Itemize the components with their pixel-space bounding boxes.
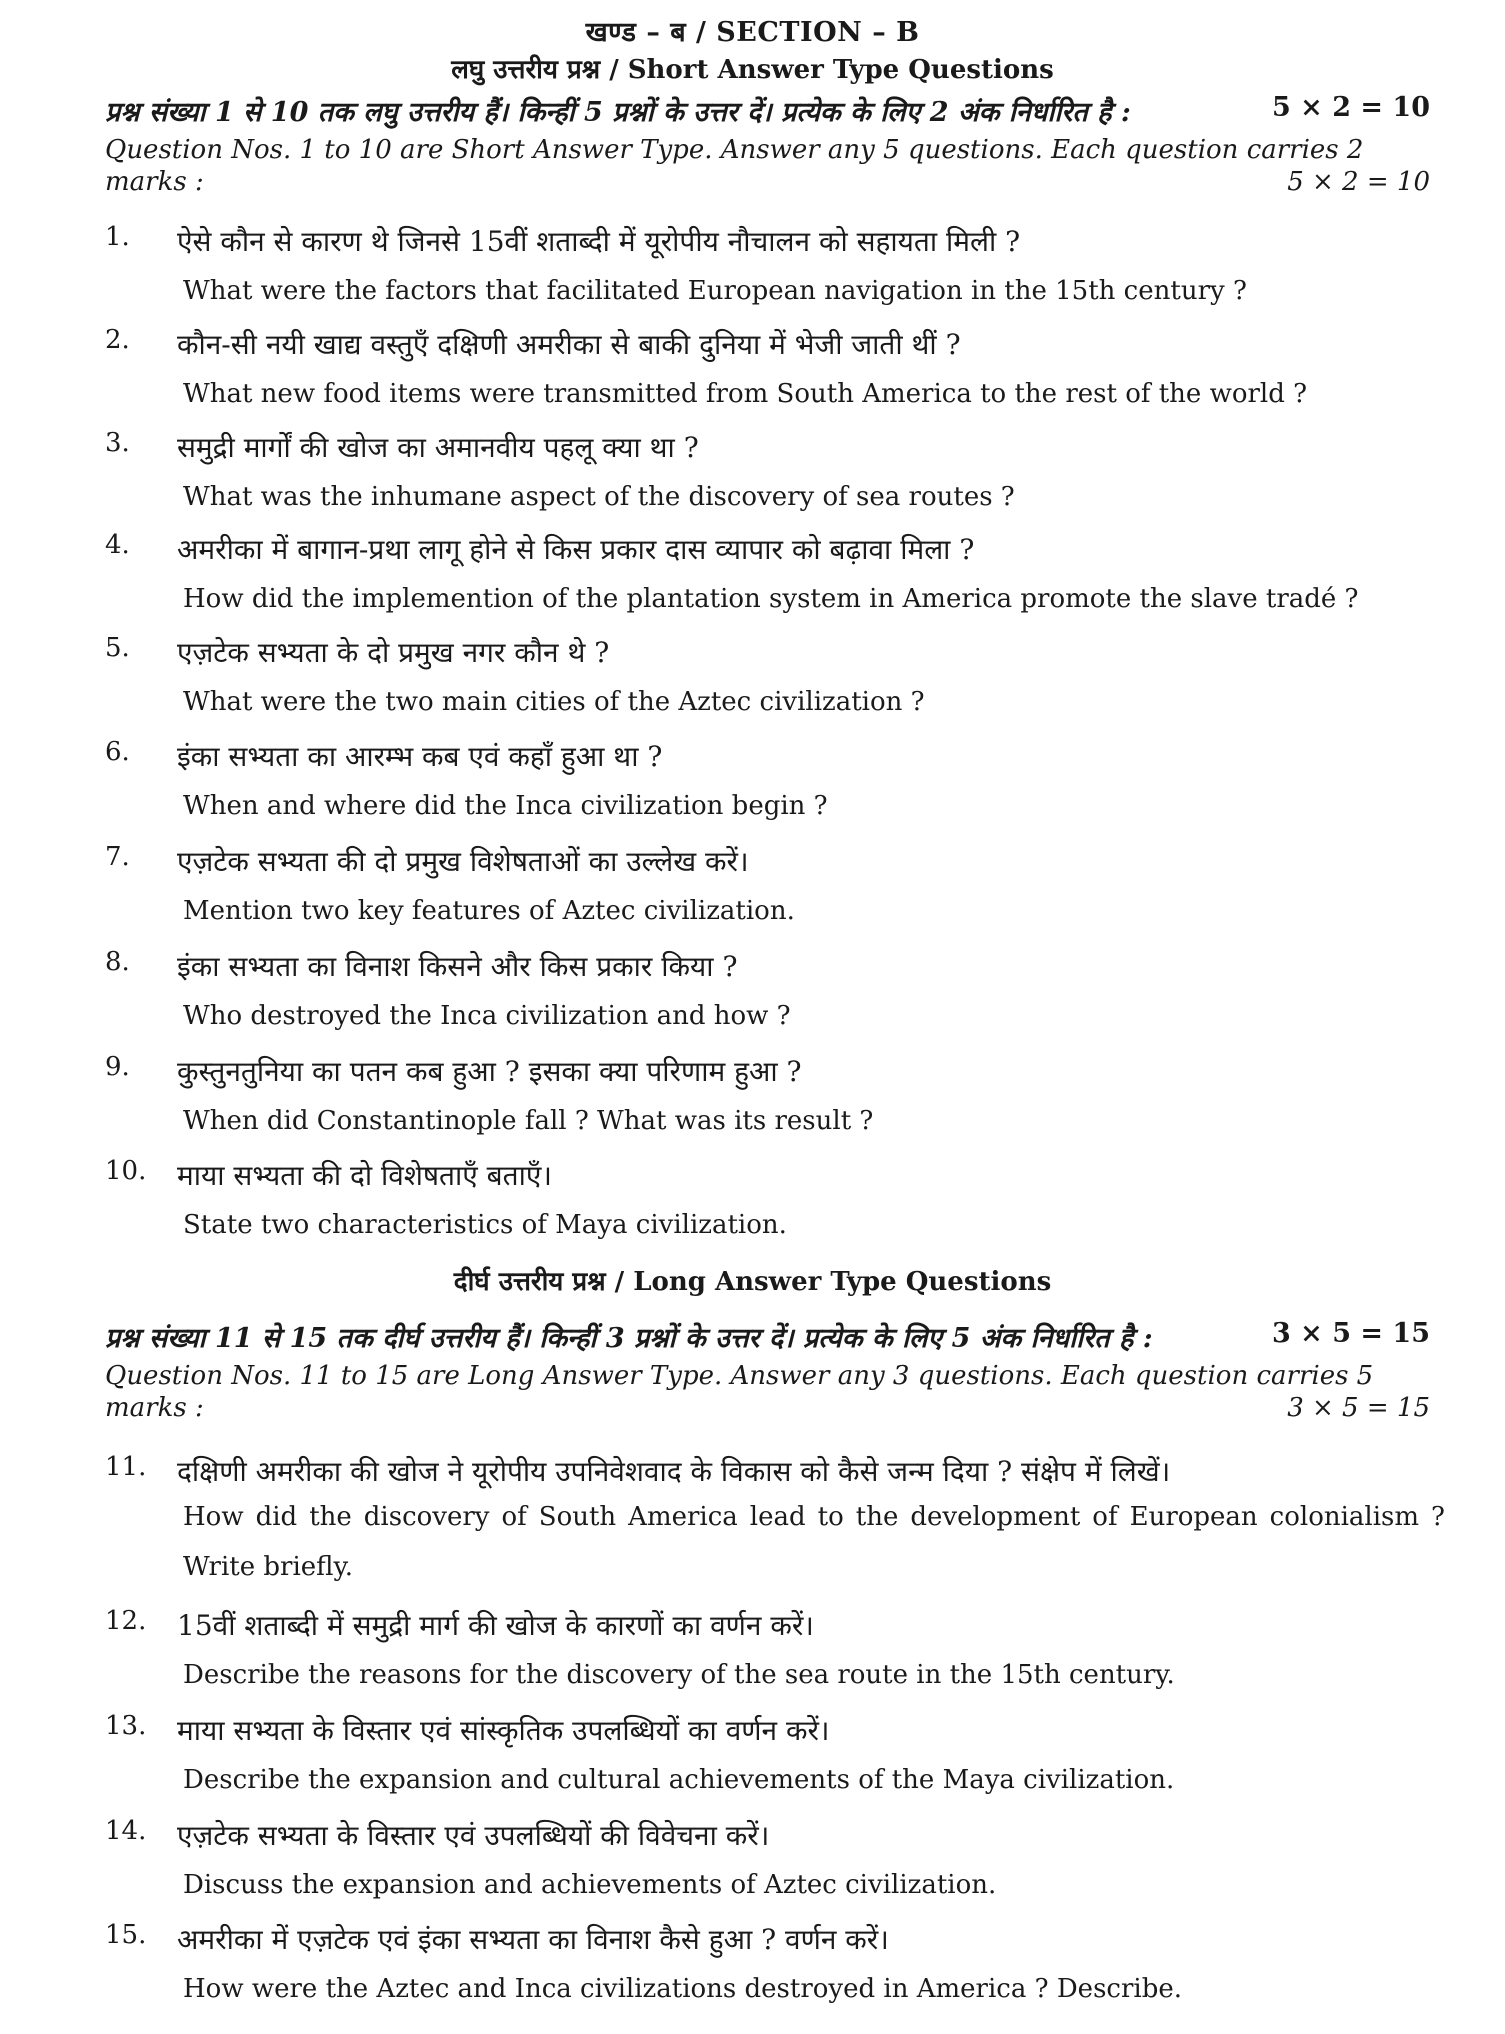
question-hindi: 15वीं शताब्दी में समुद्री मार्ग की खोज के कारणों का वर्णन करें।	[177, 1609, 814, 1642]
question-hindi: कौन-सी नयी खाद्य वस्तुएँ दक्षिणी अमरीका से बाकी दुनिया में भेजी जाती थीं ?	[177, 328, 961, 361]
question-english: Mention two key features of Aztec civilization.	[183, 896, 795, 926]
question-number: 6.	[105, 737, 130, 767]
short-answer-heading: लघु उत्तरीय प्रश्न / Short Answer Type Questions	[451, 55, 1054, 85]
question-english: What were the factors that facilitated European navigation in the 15th century ?	[183, 276, 1247, 306]
question-english: How did the discovery of South America lead to the development of European colonialism ? Write briefly.	[183, 1502, 1445, 1582]
question-number: 12.	[105, 1606, 147, 1636]
question-number: 8.	[105, 947, 130, 977]
question-number: 3.	[105, 428, 130, 458]
question-english: What new food items were transmitted from South America to the rest of the world ?	[183, 379, 1308, 409]
question-number: 9.	[105, 1052, 130, 1082]
question-english: Discuss the expansion and achievements of Aztec civilization.	[183, 1870, 997, 1900]
question-number: 15.	[105, 1920, 147, 1950]
question-hindi: माया सभ्यता की दो विशेषताएँ बताएँ।	[177, 1159, 552, 1192]
question-hindi: माया सभ्यता के विस्तार एवं सांस्कृतिक उपलब्धियों का वर्णन करें।	[177, 1714, 830, 1747]
question-number: 7.	[105, 842, 130, 872]
question-number: 14.	[105, 1816, 147, 1846]
question-number: 2.	[105, 325, 130, 355]
question-number: 11.	[105, 1452, 147, 1482]
short-instructions-english: Question Nos. 1 to 10 are Short Answer Type. Answer any 5 questions. Each question carries 2 marks : 5 × 2 = 10	[105, 135, 1430, 197]
question-number: 10.	[105, 1156, 147, 1186]
question-hindi: कुस्तुनतुनिया का पतन कब हुआ ? इसका क्या परिणाम हुआ ?	[177, 1055, 802, 1088]
question-hindi: अमरीका में बागान-प्रथा लागू होने से किस प्रकार दास व्यापार को बढ़ावा मिला ?	[177, 533, 975, 566]
question-english: When did Constantinople fall ? What was its result ?	[183, 1106, 874, 1136]
question-english: How did the implemention of the plantation system in America promote the slave tradé ?	[183, 584, 1359, 614]
question-english: Who destroyed the Inca civilization and how ?	[183, 1001, 791, 1031]
short-marks-english: 5 × 2 = 10	[1287, 167, 1430, 197]
question-hindi: इंका सभ्यता का आरम्भ कब एवं कहाँ हुआ था ?	[177, 740, 663, 773]
long-instructions-hindi: प्रश्न संख्या 11 से 15 तक दीर्घ उत्तरीय हैं। किन्हीं 3 प्रश्नों के उत्तर दें। प्रत्येक के लिए 5 अंक निर्धारित है : 3 × 5 = 15	[105, 1318, 1430, 1354]
long-instructions-english: Question Nos. 11 to 15 are Long Answer Type. Answer any 3 questions. Each question carries 5 marks : 3 × 5 = 15	[105, 1361, 1430, 1423]
question-hindi: एज़टेक सभ्यता के विस्तार एवं उपलब्धियों की विवेचना करें।	[177, 1819, 770, 1852]
question-hindi: ऐसे कौन से कारण थे जिनसे 15वीं शताब्दी में यूरोपीय नौचालन को सहायता मिली ?	[177, 225, 1021, 258]
question-english: Describe the reasons for the discovery of the sea route in the 15th century.	[183, 1660, 1175, 1690]
long-marks-hindi: 3 × 5 = 15	[1272, 1318, 1430, 1349]
long-marks-english: 3 × 5 = 15	[1287, 1393, 1430, 1423]
question-number: 4.	[105, 530, 130, 560]
section-heading: खण्ड – ब / SECTION – B	[585, 17, 920, 48]
question-hindi: इंका सभ्यता का विनाश किसने और किस प्रकार किया ?	[177, 950, 738, 983]
question-english: What was the inhumane aspect of the discovery of sea routes ?	[183, 482, 1015, 512]
question-number: 1.	[105, 222, 130, 252]
question-hindi: एज़टेक सभ्यता की दो प्रमुख विशेषताओं का उल्लेख करें।	[177, 845, 749, 878]
question-hindi: एज़टेक सभ्यता के दो प्रमुख नगर कौन थे ?	[177, 636, 610, 669]
question-hindi: दक्षिणी अमरीका की खोज ने यूरोपीय उपनिवेशवाद के विकास को कैसे जन्म दिया ? संक्षेप में लिखें।	[177, 1455, 1171, 1488]
question-number: 13.	[105, 1711, 147, 1741]
question-hindi: अमरीका में एज़टेक एवं इंका सभ्यता का विनाश कैसे हुआ ? वर्णन करें।	[177, 1923, 889, 1956]
long-answer-heading: दीर्घ उत्तरीय प्रश्न / Long Answer Type Questions	[453, 1267, 1052, 1297]
question-hindi: समुद्री मार्गों की खोज का अमानवीय पहलू क्या था ?	[177, 431, 699, 464]
question-english: How were the Aztec and Inca civilizations destroyed in America ? Describe.	[183, 1974, 1183, 2004]
question-english: When and where did the Inca civilization begin ?	[183, 791, 828, 821]
question-english: What were the two main cities of the Aztec civilization ?	[183, 687, 925, 717]
question-number: 5.	[105, 633, 130, 663]
question-english: Describe the expansion and cultural achievements of the Maya civilization.	[183, 1765, 1175, 1795]
short-instructions-hindi: प्रश्न संख्या 1 से 10 तक लघु उत्तरीय हैं। किन्हीं 5 प्रश्नों के उत्तर दें। प्रत्येक के लिए 2 अंक निर्धारित है : 5 × 2 = 10	[105, 92, 1430, 128]
question-english: State two characteristics of Maya civilization.	[183, 1210, 787, 1240]
short-marks-hindi: 5 × 2 = 10	[1272, 92, 1430, 123]
